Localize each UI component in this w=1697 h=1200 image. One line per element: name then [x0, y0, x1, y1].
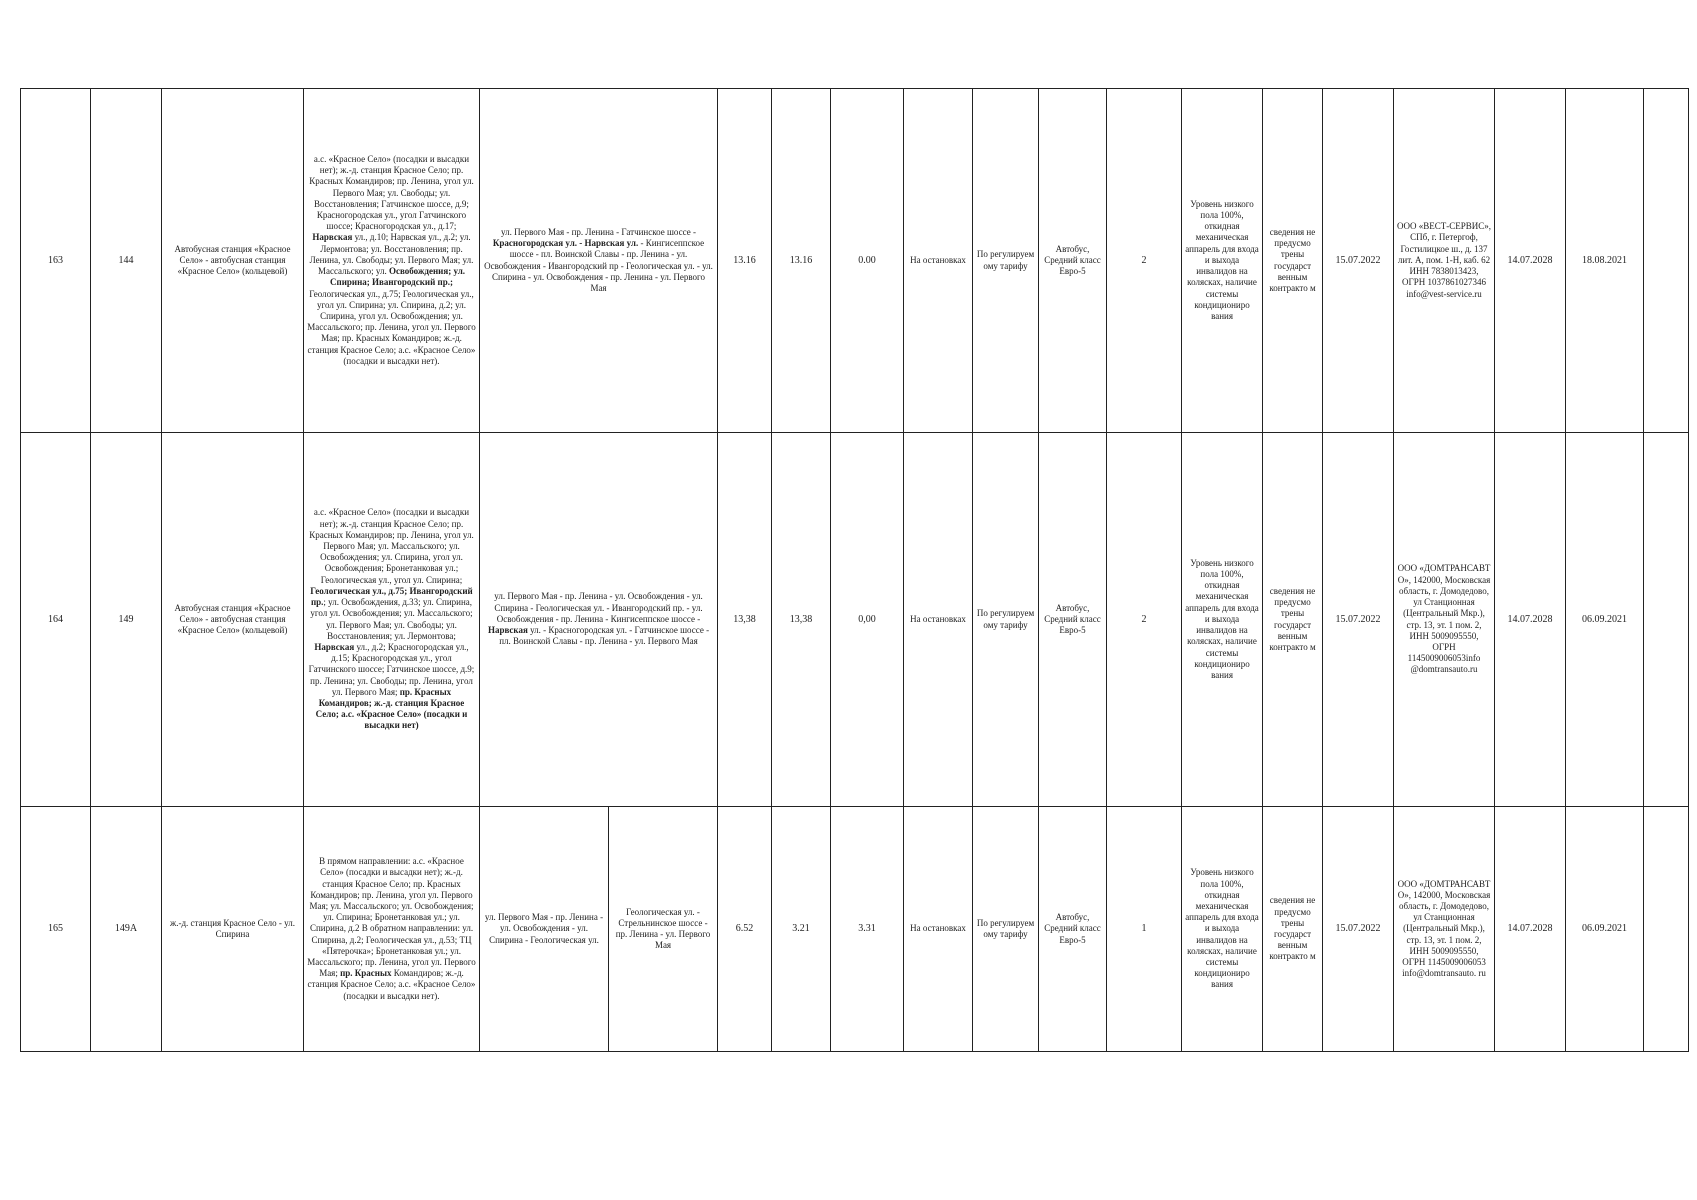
- row-number-cell: 165: [21, 807, 91, 1052]
- stops-list-cell-segment: ул., д.2; Красногородская ул., д.15; Красногородская ул., угол Гатчинского шоссе; Гатчинское шоссе, д.9; пр. Ленина; ул. Свободы; пр. Ленина, угол ул. Первого Мая;: [308, 641, 475, 697]
- streets-list-cell-segment: ул. Первого Мая - пр. Ленина - Гатчинское шоссе -: [500, 226, 697, 237]
- route-length-forward-cell: 13,38: [772, 433, 831, 807]
- carrier-info-cell: ООО «ВЕСТ-СЕРВИС», СПб, г. Петергоф, Гостилицкое ш., д. 137 лит. А, пом. 1-Н, каб. 62 ИНН 7838013423, ОГРН 1037861027346 info@vest-service.ru: [1394, 89, 1495, 433]
- start-date-cell: 15.07.2022: [1323, 807, 1394, 1052]
- route-number-cell: 144: [91, 89, 162, 433]
- route-length-backward-cell: 0.00: [831, 89, 904, 433]
- vehicle-class-cell: Автобус, Средний класс Евро-5: [1039, 807, 1107, 1052]
- extra-cell: [1644, 807, 1689, 1052]
- routes-register-table: [20, 88, 1689, 1052]
- row-number-cell: 164: [21, 433, 91, 807]
- route-name-cell: ж.-д. станция Красное Село - ул. Спирина: [162, 807, 304, 1052]
- vehicle-class-cell: Автобус, Средний класс Евро-5: [1039, 433, 1107, 807]
- stops-list-cell: [304, 433, 480, 807]
- registration-date-cell: 06.09.2021: [1566, 433, 1644, 807]
- vehicle-features-cell: Уровень низкого пола 100%, откидная механическая аппарель для входа и выхода инвалидов на колясках, наличие системы кондициониро вания: [1182, 433, 1263, 807]
- route-length-backward-cell: 0,00: [831, 433, 904, 807]
- route-name-cell: Автобусная станция «Красное Село» - автобусная станция «Красное Село» (кольцевой): [162, 433, 304, 807]
- stops-list-cell: [304, 89, 480, 433]
- vehicle-features-cell: Уровень низкого пола 100%, откидная механическая аппарель для входа и выхода инвалидов на колясках, наличие системы кондициониро вания: [1182, 807, 1263, 1052]
- end-date-cell: 14.07.2028: [1495, 807, 1566, 1052]
- vehicle-count-cell: 2: [1107, 433, 1182, 807]
- vehicle-count-cell: 1: [1107, 807, 1182, 1052]
- stops-list-cell-segment: Геологическая ул., д.75; Геологическая ул., угол ул. Спирина; ул. Спирина, д.2; ул. Спирина, угол ул. Освобождения; ул. Массальского; пр. Ленина, угол ул. Первого Мая; пр. Красных Командиров; ж.-д. станция Красное Село; а.с. «Красное Село» (посадки и высадки нет).: [307, 288, 476, 366]
- route-name-cell: Автобусная станция «Красное Село» - автобусная станция «Красное Село» (кольцевой): [162, 89, 304, 433]
- vehicle-features-cell: Уровень низкого пола 100%, откидная механическая аппарель для входа и выхода инвалидов на колясках, наличие системы кондициониро вания: [1182, 89, 1263, 433]
- stops-list-cell-segment: Освобождения; ул. Спирина; Ивангородский пр.;: [330, 266, 466, 288]
- stops-list-cell-segment: пр. Красных: [340, 968, 392, 979]
- registration-date-cell: 18.08.2021: [1566, 89, 1644, 433]
- routes-table-body: [21, 89, 1689, 1052]
- stops-list-cell-segment: ул., д.10; Нарвская ул., д.2; ул. Лермонтова; ул. Восстановления; пр. Ленина, ул. Свободы; ул. Первого Мая; ул. Массальского; ул.: [309, 232, 474, 277]
- route-length-total-cell: 13,38: [718, 433, 772, 807]
- stops-list-cell-segment: Нарвская: [314, 641, 355, 652]
- tariff-type-cell: По регулируем ому тарифу: [973, 89, 1039, 433]
- tariff-type-cell: По регулируем ому тарифу: [973, 433, 1039, 807]
- stop-order-cell: На остановках: [904, 433, 973, 807]
- end-date-cell: 14.07.2028: [1495, 433, 1566, 807]
- carrier-info-cell: ООО «ДОМТРАНСАВТ О», 142000, Московская область, г. Домодедово, ул Станционная (Центральный Мкр.), стр. 13, эт. 1 пом. 2, ИНН 5009095550, ОГРН 1145009006053 info@domtransauto. ru: [1394, 807, 1495, 1052]
- contract-info-cell: сведения не предусмо трены государст венным контракто м: [1263, 433, 1323, 807]
- stops-list-cell: [304, 807, 480, 1052]
- end-date-cell: 14.07.2028: [1495, 89, 1566, 433]
- registration-date-cell: 06.09.2021: [1566, 807, 1644, 1052]
- streets-forward-cell: [480, 807, 609, 1052]
- route-length-total-cell: 13.16: [718, 89, 772, 433]
- stops-list-cell-segment: пр. Красных Командиров; ж.-д. станция Красное Село; а.с. «Красное Село» (посадки и высадки нет): [315, 686, 468, 731]
- streets-list-cell-segment: - Кингисеппское шоссе - пл. Воинской Славы - пр. Ленина - ул. Освобождения - Ивангородский пр - Геологическая ул. - ул. Спирина - ул. Освобождения - пр. Ленина - ул. Первого Мая: [484, 238, 713, 293]
- stops-list-cell-segment: а.с. «Красное Село» (посадки и высадки нет); ж.-д. станция Красное Село; пр. Красных Командиров; пр. Ленина, угол ул. Первого Мая; ул. Свободы; ул. Восстановления; Гатчинское шоссе, д.9; Красногородская ул., угол Гатчинского шоссе; Красногородская ул., д.17;: [309, 154, 474, 232]
- stops-list-cell-segment: Командиров; ж.-д. станция Красное Село; а.с. «Красное Село» (посадки и высадки нет).: [307, 968, 476, 1001]
- start-date-cell: 15.07.2022: [1323, 89, 1394, 433]
- streets-list-cell: [480, 433, 718, 807]
- vehicle-class-cell: Автобус, Средний класс Евро-5: [1039, 89, 1107, 433]
- vehicle-count-cell: 2: [1107, 89, 1182, 433]
- stops-list-cell-segment: Геологическая ул., д.75; Ивангородский пр.: [310, 585, 473, 608]
- streets-forward-cell-segment: ул. Первого Мая - пр. Ленина - ул. Освобождения - ул. Спирина - Геологическая ул.: [484, 912, 604, 945]
- table-row: [21, 807, 1689, 1052]
- stops-list-cell-segment: а.с. «Красное Село» (посадки и высадки нет); ж.-д. станция Красное Село; пр. Красных Командиров; пр. Ленина, угол ул. Первого Мая; ул. Массальского; ул. Освобождения; ул. Спирина, угол ул. Освобождения; Бронетанковая ул.; Геологическая ул., угол ул. Спирина;: [309, 507, 474, 585]
- streets-list-cell-segment: ул. - Красногородская ул. - Гатчинское шоссе - пл. Воинской Славы - пр. Ленина - ул. Первого Мая: [499, 625, 710, 647]
- route-length-forward-cell: 13.16: [772, 89, 831, 433]
- streets-list-cell-segment: Красногородская ул. - Нарвская ул.: [492, 238, 639, 249]
- extra-cell: [1644, 433, 1689, 807]
- extra-cell: [1644, 89, 1689, 433]
- stops-list-cell-segment: Нарвская: [312, 232, 353, 243]
- table-row: [21, 89, 1689, 433]
- stops-list-cell-segment: В прямом направлении: а.с. «Красное Село» (посадки и высадки нет); ж.-д. станция Красное Село; пр. Красных Командиров; пр. Ленина, угол ул. Первого Мая; ул. Массальского; ул. Освобождения; ул. Спирина; Бронетанковая ул.; ул. Спирина, д.2 В обратном направлении: ул. Спирина, д.2; Геологическая ул., д.53; ТЦ «Пятерочка»; Бронетанковая ул.; ул. Массальского; пр. Ленина, угол ул. Первого Мая;: [307, 856, 476, 979]
- streets-list-cell: [480, 89, 718, 433]
- tariff-type-cell: По регулируем ому тарифу: [973, 807, 1039, 1052]
- route-number-cell: 149А: [91, 807, 162, 1052]
- route-number-cell: 149: [91, 433, 162, 807]
- contract-info-cell: сведения не предусмо трены государст венным контракто м: [1263, 89, 1323, 433]
- stop-order-cell: На остановках: [904, 807, 973, 1052]
- row-number-cell: 163: [21, 89, 91, 433]
- table-row: [21, 433, 1689, 807]
- route-length-forward-cell: 3.21: [772, 807, 831, 1052]
- start-date-cell: 15.07.2022: [1323, 433, 1394, 807]
- streets-list-cell-segment: Нарвская: [487, 625, 528, 636]
- route-length-total-cell: 6.52: [718, 807, 772, 1052]
- streets-list-cell-segment: ул. Первого Мая - пр. Ленина - ул. Освобождения - ул. Спирина - Геологическая ул. - Ивангородский пр. - ул. Освобождения - пр. Ленина - Кингисеппское шоссе -: [494, 591, 703, 624]
- stops-list-cell-segment: ; ул. Освобождения, д.33; ул. Спирина, угол ул. Освобождения; ул. Массальского; ул. Первого Мая; ул. Свободы; ул. Восстановления; ул. Лермонтова;: [310, 597, 473, 641]
- route-length-backward-cell: 3.31: [831, 807, 904, 1052]
- carrier-info-cell: ООО «ДОМТРАНСАВТ О», 142000, Московская область, г. Домодедово, ул Станционная (Центральный Мкр.), стр. 13, эт. 1 пом. 2, ИНН 5009095550, ОГРН 1145009006053info @domtransauto.ru: [1394, 433, 1495, 807]
- contract-info-cell: сведения не предусмо трены государст венным контракто м: [1263, 807, 1323, 1052]
- streets-backward-cell: Геологическая ул. - Стрельнинское шоссе - пр. Ленина - ул. Первого Мая: [609, 807, 718, 1052]
- stop-order-cell: На остановках: [904, 89, 973, 433]
